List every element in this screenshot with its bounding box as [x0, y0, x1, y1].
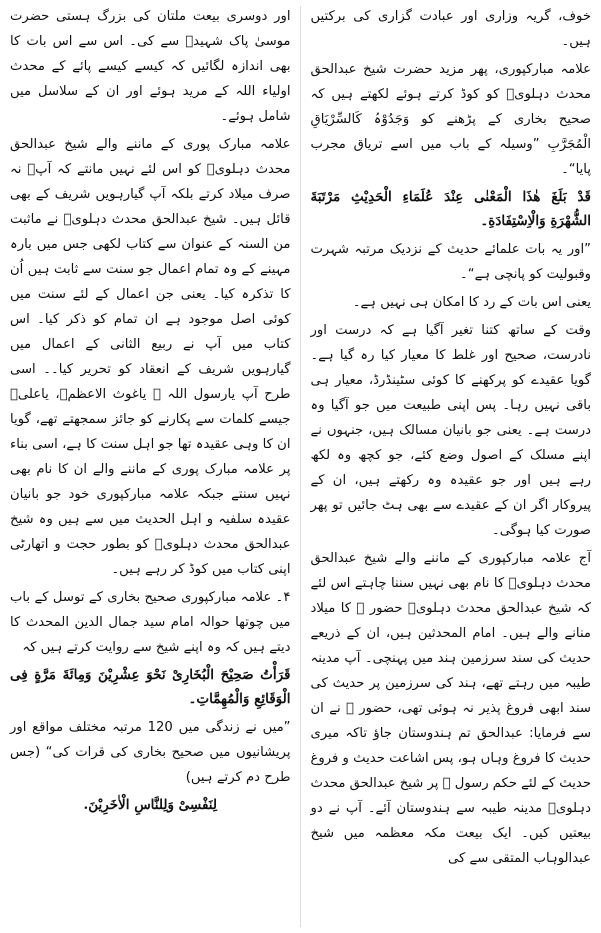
paragraph: وقت کے ساتھ کتنا تغیر آگیا ہے کہ درست اور نادرست، صحیح اور غلط کا معیار کیا رہ گیا ہے۔ گویا عقیدے کو پرکھنے کا کوئی سٹینڈرڈ، معیار ہی باقی نہیں رہا۔ پس اپنی طبیعت میں جو آگیا وہ درست ہے۔ یعنی جو بانیان مسالک ہیں، جنہوں نے اپنے مسلک کے اصول وضع کئے، جو کچھ وہ لکھ رہے ہیں اور جو عقیدہ وہ رکھتے ہیں، ان کے پیروکار اگر ان کے عقیدے سے بھی ہٹ جائیں تو پھر صورت کیا ہوگی۔ — [310, 323, 591, 538]
paragraph: خوف، گریہ وزاری اور عبادت گزاری کی برکتیں ہیں۔ — [310, 9, 591, 49]
column-divider — [300, 6, 301, 927]
paragraph: اور دوسری بیعت ملتان کی بزرگ ہستی حضرت موسیٰ پاک شہیدؒ سے کی۔ اس سے اس بات کا بھی اندازہ لگائیں کہ کیسے کیسے پائے کے محدث اولیاء اللہ کے مرید ہوئے اور ان کے سلاسل میں شامل ہوئے۔ — [10, 9, 291, 124]
paragraph: علامہ مبارک پوری کے ماننے والے شیخ عبدالحق محدث دہلویؒ کو اس لئے نہیں مانتے کہ آپؒ نہ صرف میلاد کرتے بلکہ آپ گیارہویں شریف کے بھی قائل ہیں۔ شیخ عبدالحق محدث دہلویؒ نے ماثبت من السنہ کے عنوان سے کتاب لکھی جس میں بارہ مہینے کے وہ تمام اعمال جو سنت سے ثابت ہیں اُن کا تذکرہ کیا۔ یعنی جن اعمال کے لئے سنت میں کوئی اصل موجود ہے ان تمام کو ذکر کیا۔ اس کتاب میں آپ نے ربیع الثانی کے اعمال میں گیارہویں شریف کے انعقاد کو تحریر کیا۔۔ اسی طرح آپ یارسول اللہ ﷺ یاغوث الاعظمؒ، یاعلیؓ جیسے کلمات سے پکارنے کو جائز سمجھتے تھے، گویا ان کا وہی عقیدہ تھا جو اہل سنت کا ہے، اسی بناء پر علامہ مبارک پوری کے ماننے والے ان کا نام بھی نہیں سنتے جبکہ علامہ مبارکپوری خود جو بانیان عقیدہ سلفیہ و اہل الحدیث میں سے ہیں وہ شیخ عبدالحق محدث دہلویؒ کو بطور حجت و اتھارٹی اپنی کتاب میں کوڈ کر رہے ہیں۔ — [10, 137, 291, 577]
left-column — [8, 4, 301, 929]
paragraph: یعنی اس بات کے رد کا امکان ہی نہیں ہے۔ — [352, 295, 591, 310]
paragraph: ۴۔ علامہ مبارکپوری صحیح بخاری کے توسل کے باب میں چوتھا حوالہ امام سید جمال الدین المحدث کا دیتے ہیں کہ وہ اپنے شیخ سے روایت کرتے ہیں کہ — [10, 590, 291, 655]
arabic-quote: قَدْ بَلَغَ ھٰذَا الْمَعْنٰی عِنْدَ عُلَمَاءِ الْحَدِیْثِ مَرْتَبَةَ الشُّھْرَةِ وَالْاِسْتِفَادَةِ۔ — [310, 189, 591, 229]
translation-quote: ”اور یہ بات علمائے حدیث کے نزدیک مرتبہ شہرت وقبولیت کو پانچی ہے“۔ — [310, 242, 591, 282]
right-column — [301, 4, 594, 929]
arabic-quote: لِنَفْسِیْ وَلِلنَّاسِ الْاٰخَرِیْنَ. — [83, 797, 217, 813]
arabic-quote: قَرَأْتُ صَحِیْحَ الْبُخَارِیْ نَحْوَ عِشْرِیْنَ وَمِائَةَ مَرَّةٍ فِی الْوَقَائِعِ وَالْمُھِمَّاتِ۔ — [10, 667, 291, 707]
translation-quote: ”میں نے زندگی میں 120 مرتبہ مختلف مواقع اور پریشانیوں میں صحیح بخاری کی قرات کی“ (جس طرح دم کرتے ہیں) — [10, 720, 291, 785]
paragraph: علامہ مبارکپوری، پھر مزید حضرت شیخ عبدالحق محدث دہلویؒ کو کوڈ کرتے ہوئے لکھتے ہیں کہ صحیح بخاری کے پڑھنے کو وَجَدُوْہُ کَالسِّرْیَاقِ الْمُجَرَّبِ ”وسیلہ کے باب میں اسے تریاق مجرب پایا“۔ — [310, 62, 591, 177]
paragraph: آج علامہ مبارکپوری کے ماننے والے شیخ عبدالحق محدث دہلویؒ کا نام بھی نہیں سننا چاہتے اس لئے کہ شیخ عبدالحق محدث دہلویؒ حضور ﷺ کا میلاد منانے والے ہیں۔ امام المحدثین ہیں، ان کے ذریعے حدیث کی سند سرزمین ہند میں پہنچی۔ آپ مدینہ طیبہ میں رہتے تھے، ہند کی سرزمین پر حدیث کی سند ابھی فروغ پذیر نہ ہوئی تھی، حضور ﷺ نے ان سے فرمایا: عبدالحق تم ہندوستان جاؤ تاکہ میری حدیث کا فروغ وہاں ہو، پس اشاعت حدیث و فروغ حدیث کے لئے حکم رسول ﷺ پر شیخ عبدالحق محدث دہلویؒ مدینہ طیبہ سے ہندوستان آئے۔ آپ نے دو بیعتیں کیں۔ ایک بیعت مکہ معظمہ میں شیخ عبدالوہاب المتقی سے کی — [310, 551, 591, 866]
